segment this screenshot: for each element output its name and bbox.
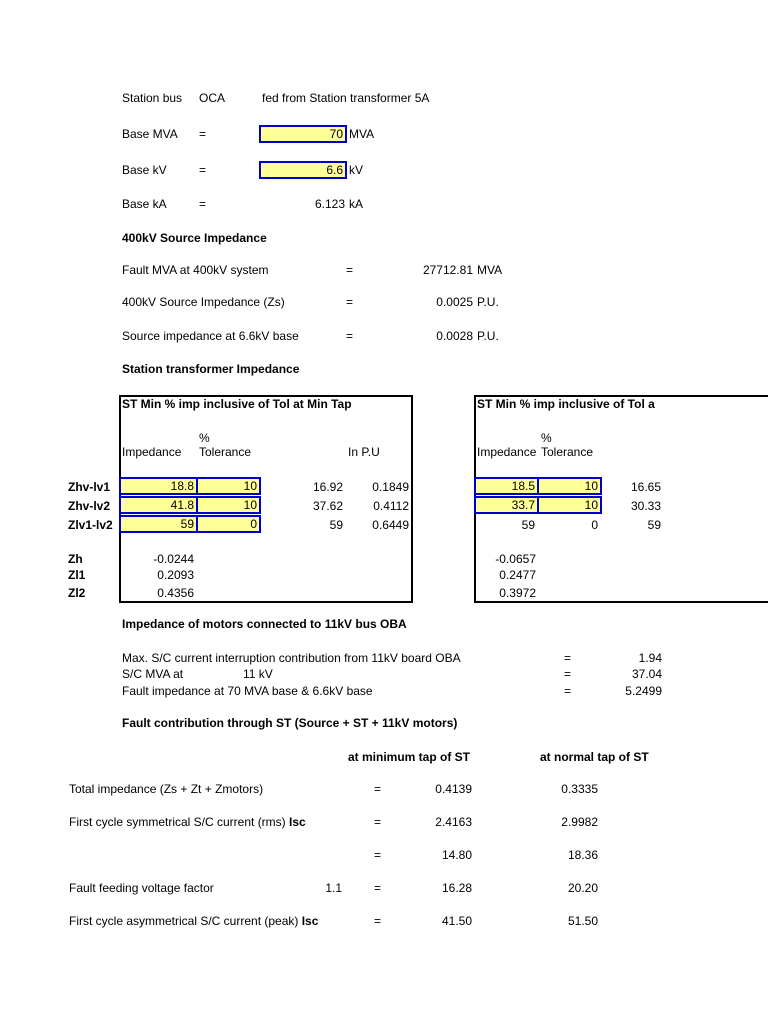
fault-row-label: Total impedance (Zs + Zt + Zmotors) (69, 782, 264, 796)
st-pu-value: 0.1849 (372, 480, 409, 494)
z-value: -0.0244 (153, 552, 194, 566)
st-table1-impedance-header: Impedance (122, 445, 182, 459)
source-row-label: Source impedance at 6.6kV base (122, 329, 299, 343)
st-table1-inpu-header: In P.U (348, 445, 380, 459)
motors-row-label: S/C MVA at (122, 667, 184, 681)
motors-row-label: Fault impedance at 70 MVA base & 6.6kV base (122, 684, 373, 698)
base-kv-unit: kV (349, 163, 364, 177)
base-mva-eq: = (199, 127, 207, 141)
motors-row-label: Max. S/C current interruption contribution from 11kV board OBA (122, 651, 461, 665)
z-value: 0.4356 (157, 586, 194, 600)
st-tolerance-input[interactable]: 10 (196, 477, 261, 495)
st-heading: Station transformer Impedance (122, 362, 300, 376)
z-label: Zh (68, 552, 83, 566)
st-pu-value: 0.6449 (372, 518, 409, 532)
st-impedance-input[interactable]: 41.8 (119, 496, 198, 514)
source-row-unit: P.U. (477, 295, 499, 309)
st2-calc-value: 30.33 (630, 499, 661, 513)
motors-row-kv: 11 kV (243, 667, 273, 681)
st-pu-value: 0.4112 (373, 499, 409, 513)
fault-row-eq: = (374, 782, 382, 796)
fault-row-min: 0.4139 (435, 782, 472, 796)
station-bus-label: Station bus (122, 91, 183, 105)
source-row-label: 400kV Source Impedance (Zs) (122, 295, 285, 309)
source-heading: 400kV Source Impedance (122, 231, 267, 245)
source-row-unit: MVA (477, 263, 503, 277)
fault-row-eq: = (374, 881, 382, 895)
z-value: 0.2093 (157, 568, 194, 582)
st-table2-title: ST Min % imp inclusive of Tol a (477, 397, 655, 411)
fault-voltage-factor: 1.1 (325, 881, 342, 895)
motors-row-value: 5.2499 (625, 684, 662, 698)
source-row-unit: P.U. (477, 329, 499, 343)
base-ka-unit: kA (349, 197, 364, 211)
st-table1-pct-header: % (199, 431, 210, 445)
st-table1-title: ST Min % imp inclusive of Tol at Min Tap (122, 397, 352, 411)
base-ka-label: Base kA (122, 197, 167, 211)
st2-tolerance-input[interactable]: 10 (537, 496, 602, 514)
fault-row-normal: 0.3335 (561, 782, 598, 796)
base-ka-value: 6.123 (314, 197, 345, 211)
st-row-label: Zhv-lv1 (68, 480, 111, 494)
fault-row-label: Fault feeding voltage factor (69, 881, 214, 895)
base-ka-eq: = (199, 197, 207, 211)
motors-row-value: 1.94 (638, 651, 662, 665)
st-calc-value: 59 (329, 518, 343, 532)
fault-row-min: 14.80 (441, 848, 472, 862)
st-table1-tolerance-header: Tolerance (199, 445, 252, 459)
fault-col-normal-header: at normal tap of ST (540, 750, 649, 764)
source-row-value: 0.0028 (436, 329, 473, 343)
st-impedance-input[interactable]: 18.8 (119, 477, 198, 495)
fault-row-label: First cycle asymmetrical S/C current (peak) Isc (69, 914, 319, 928)
motors-heading: Impedance of motors connected to 11kV bus OBA (122, 617, 407, 631)
st-row-label: Zlv1-lv2 (68, 518, 113, 532)
st2-impedance-value: 59 (521, 518, 535, 532)
base-mva-input[interactable]: 70 (259, 125, 347, 143)
fault-col-min-header: at minimum tap of ST (348, 750, 471, 764)
motors-row-value: 37.04 (631, 667, 662, 681)
st2-tolerance-value: 0 (591, 518, 598, 532)
fault-row-normal: 20.20 (567, 881, 598, 895)
st2-impedance-input[interactable]: 33.7 (474, 496, 539, 514)
base-kv-eq: = (199, 163, 207, 177)
fault-row-min: 16.28 (441, 881, 472, 895)
fault-row-label: First cycle symmetrical S/C current (rms) Isc (69, 815, 306, 829)
base-mva-label: Base MVA (122, 127, 178, 141)
fault-row-normal: 2.9982 (561, 815, 598, 829)
fault-row-eq: = (374, 815, 382, 829)
motors-row-eq: = (564, 651, 572, 665)
motors-row-eq: = (564, 667, 572, 681)
st2-tolerance-input[interactable]: 10 (537, 477, 602, 495)
z2-value: 0.2477 (499, 568, 536, 582)
fault-row-eq: = (374, 914, 382, 928)
source-row-eq: = (346, 329, 354, 343)
base-kv-label: Base kV (122, 163, 167, 177)
z-label: Zl2 (68, 586, 86, 600)
z2-value: 0.3972 (499, 586, 536, 600)
st-impedance-input[interactable]: 59 (119, 515, 198, 533)
source-row-eq: = (346, 295, 354, 309)
st-calc-value: 16.92 (312, 480, 343, 494)
st-table2-pct-header: % (541, 431, 552, 445)
base-mva-unit: MVA (349, 127, 375, 141)
fault-row-min: 2.4163 (435, 815, 472, 829)
st-row-label: Zhv-lv2 (68, 499, 111, 513)
motors-row-eq: = (564, 684, 572, 698)
fault-row-normal: 51.50 (567, 914, 598, 928)
st-calc-value: 37.62 (312, 499, 343, 513)
fault-row-min: 41.50 (441, 914, 472, 928)
source-row-label: Fault MVA at 400kV system (122, 263, 269, 277)
source-row-eq: = (346, 263, 354, 277)
st-table2-impedance-header: Impedance (477, 445, 537, 459)
st2-impedance-input[interactable]: 18.5 (474, 477, 539, 495)
fault-row-normal: 18.36 (567, 848, 598, 862)
z-label: Zl1 (68, 568, 86, 582)
st-tolerance-input[interactable]: 10 (196, 496, 261, 514)
base-kv-input[interactable]: 6.6 (259, 161, 347, 179)
fault-heading: Fault contribution through ST (Source + ST + 11kV motors) (122, 716, 458, 730)
st2-calc-value: 59 (647, 518, 661, 532)
station-bus-value: OCA (199, 91, 226, 105)
source-row-value: 27712.81 (422, 263, 473, 277)
fed-from-text: fed from Station transformer 5A (262, 91, 430, 105)
z2-value: -0.0657 (495, 552, 536, 566)
source-row-value: 0.0025 (436, 295, 473, 309)
st-table2-tolerance-header: Tolerance (541, 445, 594, 459)
st-tolerance-input[interactable]: 0 (196, 515, 261, 533)
fault-row-eq: = (374, 848, 382, 862)
st2-calc-value: 16.65 (630, 480, 661, 494)
